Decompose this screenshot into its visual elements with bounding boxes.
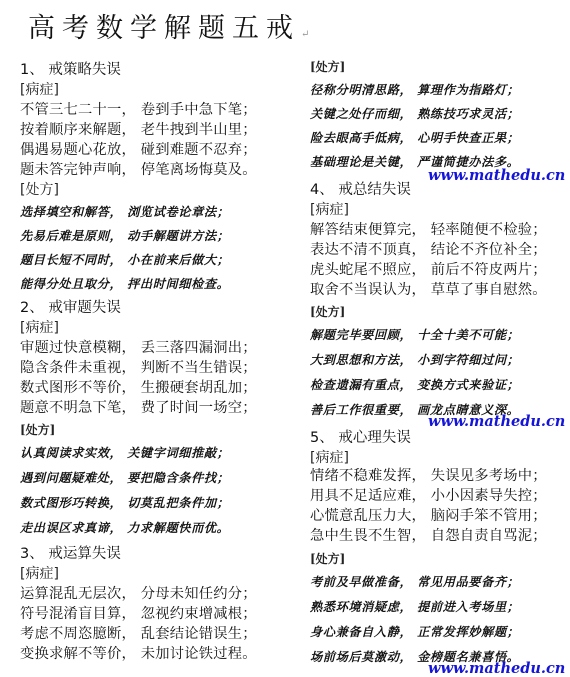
illness-line: 符号混淆盲目算， 忽视约束增减根；: [20, 606, 257, 622]
cure-line: 选择填空和解答， 浏览试卷论章法；: [20, 205, 230, 219]
cure-tag: [处方]: [20, 423, 56, 437]
illness-tag: [病症]: [310, 202, 349, 218]
paragraph-mark-icon: ↵: [301, 29, 310, 40]
cure-line: 大到思想和方法， 小到字符细过问；: [310, 353, 520, 367]
cure-line: 考前及早做准备， 常见用品要备齐；: [310, 575, 520, 589]
watermark-link[interactable]: www.mathedu.cn: [428, 167, 566, 184]
illness-line: 题意不明急下笔， 费了时间一场空；: [20, 400, 257, 416]
cure-tag: [处方]: [20, 182, 59, 198]
illness-line: 情绪不稳难发挥， 失误见多考场中；: [310, 468, 547, 484]
cure-line: 数式图形巧转换， 切莫乱把条件加；: [20, 496, 230, 510]
cure-line: 题目长短不同时， 小在前来后做大；: [20, 253, 230, 267]
illness-line: 取舍不当误认为， 草草了事自慰然。: [310, 282, 547, 298]
cure-tag: [处方]: [310, 552, 346, 566]
watermark-link[interactable]: www.mathedu.cn: [428, 660, 566, 677]
cure-line: 基础理论是关键， 严谨简捷办法多。: [310, 155, 520, 169]
cure-line: 关键之处仔而细， 熟练技巧求灵活；: [310, 107, 520, 121]
illness-tag: [病症]: [20, 320, 59, 336]
illness-tag: [病症]: [20, 82, 59, 98]
illness-tag: [病症]: [310, 450, 349, 466]
illness-line: 审题过快意模糊， 丢三落四漏洞出；: [20, 340, 257, 356]
illness-line: 用具不足适应难， 小小因素导失控；: [310, 488, 547, 504]
cure-line: 解题完毕要回顾， 十全十美不可能；: [310, 328, 520, 342]
cure-line: 身心兼备自入静， 正常发挥妙解题；: [310, 625, 520, 639]
cure-line: 遇到问题疑难处， 要把隐含条件找；: [20, 471, 230, 485]
section-heading-psychology: 5、 戒心理失误: [310, 430, 411, 446]
cure-line: 能得分处且取分， 抨出时间细检查。: [20, 277, 230, 291]
cure-line: 认真阅读求实效， 关键字词细推敲；: [20, 446, 230, 460]
illness-line: 按着顺序来解题， 老牛拽到半山里；: [20, 122, 257, 138]
cure-tag: [处方]: [310, 60, 346, 74]
illness-tag: [病症]: [20, 566, 59, 582]
illness-line: 变换求解不等价， 未加讨论铁过程。: [20, 646, 257, 662]
cure-line: 先易后难是原则， 动手解题讲方法；: [20, 229, 230, 243]
cure-line: 熟悉环境消疑虑， 提前进入考场里；: [310, 600, 520, 614]
illness-line: 考虑不周恣臆断， 乱套结论错误生；: [20, 626, 257, 642]
illness-line: 数式图形不等价， 生搬硬套胡乱加；: [20, 380, 257, 396]
illness-line: 偶遇易题心花放， 碰到难题不忍弃；: [20, 142, 257, 158]
illness-line: 解答结束便算完， 轻率随便不检验；: [310, 222, 547, 238]
cure-line: 走出误区求真谛， 力求解题快而优。: [20, 521, 230, 535]
illness-line: 题未答完钟声响， 停笔离场悔莫及。: [20, 162, 257, 178]
illness-line: 运算混乱无层次， 分母未知任约分；: [20, 586, 257, 602]
section-heading-calculation: 3、 戒运算失误: [20, 546, 121, 562]
watermark-link[interactable]: www.mathedu.cn: [428, 413, 566, 430]
illness-line: 不管三七二十一， 卷到手中急下笔；: [20, 102, 257, 118]
illness-line: 心慌意乱压力大， 脑闷手笨不管用；: [310, 508, 547, 524]
illness-line: 隐含条件未重视， 判断不当生错误；: [20, 360, 257, 376]
section-heading-strategy: 1、 戒策略失误: [20, 62, 121, 78]
cure-tag: [处方]: [310, 305, 346, 319]
section-heading-summary: 4、 戒总结失误: [310, 182, 411, 198]
cure-line: 险去眼高手低病， 心明手快查正果；: [310, 131, 520, 145]
cure-line: 善后工作很重要， 画龙点睛意义深。: [310, 403, 520, 417]
illness-line: 虎头蛇尾不照应， 前后不符皮两片；: [310, 262, 547, 278]
cure-line: 场前场后莫激动， 金榜题名兼喜悟。: [310, 650, 520, 664]
section-heading-reading: 2、 戒审题失误: [20, 300, 121, 316]
illness-line: 急中生畏不生智， 自怨自责自骂泥；: [310, 528, 547, 544]
cure-line: 检查遗漏有重点， 变换方式来验证；: [310, 378, 520, 392]
illness-line: 表达不清不顶真， 结论不齐位补全；: [310, 242, 547, 258]
cure-line: 径称分明清思路， 算理作为指路灯；: [310, 83, 520, 97]
page-title: 高考数学解题五戒↵: [28, 13, 310, 44]
